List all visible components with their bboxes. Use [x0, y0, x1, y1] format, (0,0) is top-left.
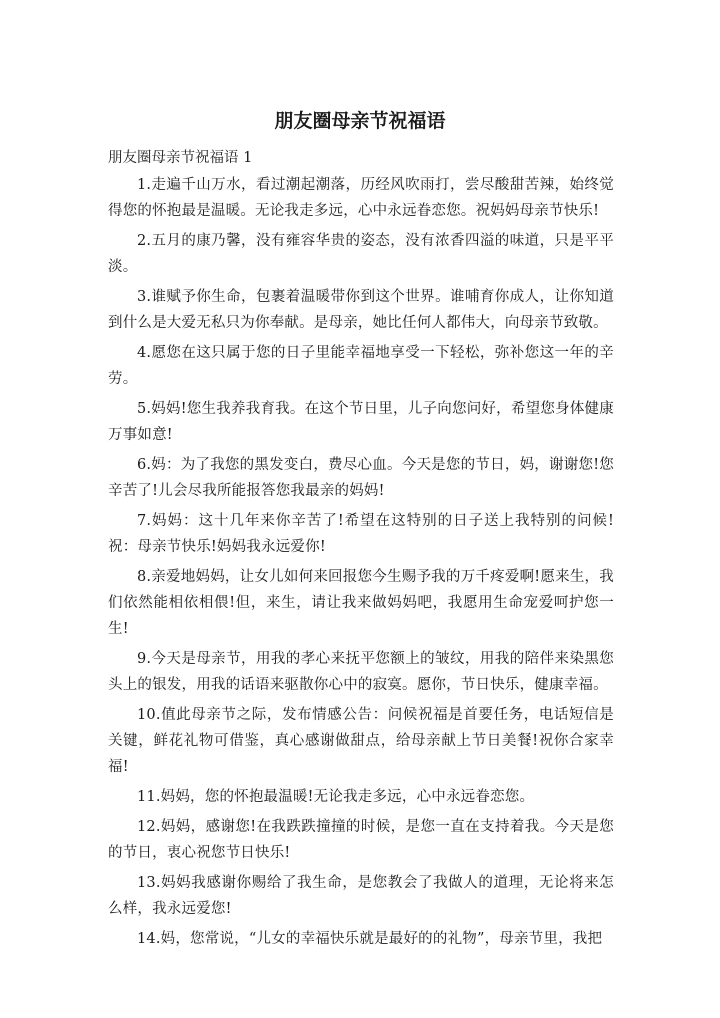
page-title: 朋友圈母亲节祝福语 — [274, 110, 446, 132]
paragraph-6: 6.妈：为了我您的黑发变白，费尽心血。今天是您的节日，妈，谢谢您!您辛苦了!儿会尽我所能报答您我最亲的妈妈! — [108, 457, 614, 499]
paragraph-12: 12.妈妈，感谢您!在我跌跌撞撞的时候，是您一直在支持着我。今天是您的节日，衷心祝您节日快乐! — [108, 819, 614, 861]
paragraph-14: 14.妈，您常说，“儿女的幸福快乐就是最好的的礼物”，母亲节里，我把 — [137, 931, 603, 947]
paragraph-5: 5.妈妈!您生我养我育我。在这个节日里，儿子向您问好，希望您身体健康万事如意! — [108, 401, 614, 443]
paragraph-7: 7.妈妈：这十几年来你辛苦了!希望在这特别的日子送上我特别的问候!祝：母亲节快乐!妈妈我永远爱你! — [108, 513, 614, 555]
document-body — [108, 172, 614, 956]
paragraph-13: 13.妈妈我感谢你赐给了我生命，是您教会了我做人的道理，无论将来怎么样，我永远爱您! — [108, 875, 614, 917]
paragraph-11: 11.妈妈，您的怀抱最温暖!无论我走多远，心中永远眷恋您。 — [137, 789, 535, 805]
paragraph-9: 9.今天是母亲节，用我的孝心来抚平您额上的皱纹，用我的陪伴来染黑您头上的银发，用我的话语来驱散你心中的寂寞。愿你，节日快乐，健康幸福。 — [108, 651, 614, 693]
paragraph-10: 10.值此母亲节之际，发布情感公告：问候祝福是首要任务，电话短信是关键，鲜花礼物可借鉴，真心感谢做甜点，给母亲献上节日美餐!祝你合家幸福! — [108, 707, 614, 775]
paragraph-1: 1.走遍千山万水，看过潮起潮落，历经风吹雨打，尝尽酸甜苦辣，始终觉得您的怀抱最是温暖。无论我走多远，心中永远眷恋您。祝妈妈母亲节快乐! — [108, 177, 614, 219]
paragraph-4: 4.愿您在这只属于您的日子里能幸福地享受一下轻松，弥补您这一年的辛劳。 — [108, 345, 614, 387]
paragraph-3: 3.谁赋予你生命，包裹着温暖带你到这个世界。谁哺育你成人，让你知道到什么是大爱无私只为你奉献。是母亲，她比任何人都伟大，向母亲节致敬。 — [108, 289, 614, 331]
paragraph-8: 8.亲爱地妈妈，让女儿如何来回报您今生赐予我的万千疼爱啊!愿来生，我们依然能相依相偎!但，来生，请让我来做妈妈吧，我愿用生命宠爱呵护您一生! — [108, 569, 614, 637]
paragraph-2: 2.五月的康乃馨，没有雍容华贵的姿态，没有浓香四溢的味道，只是平平淡。 — [108, 233, 614, 275]
section-heading: 朋友圈母亲节祝福语 1 — [108, 150, 253, 166]
